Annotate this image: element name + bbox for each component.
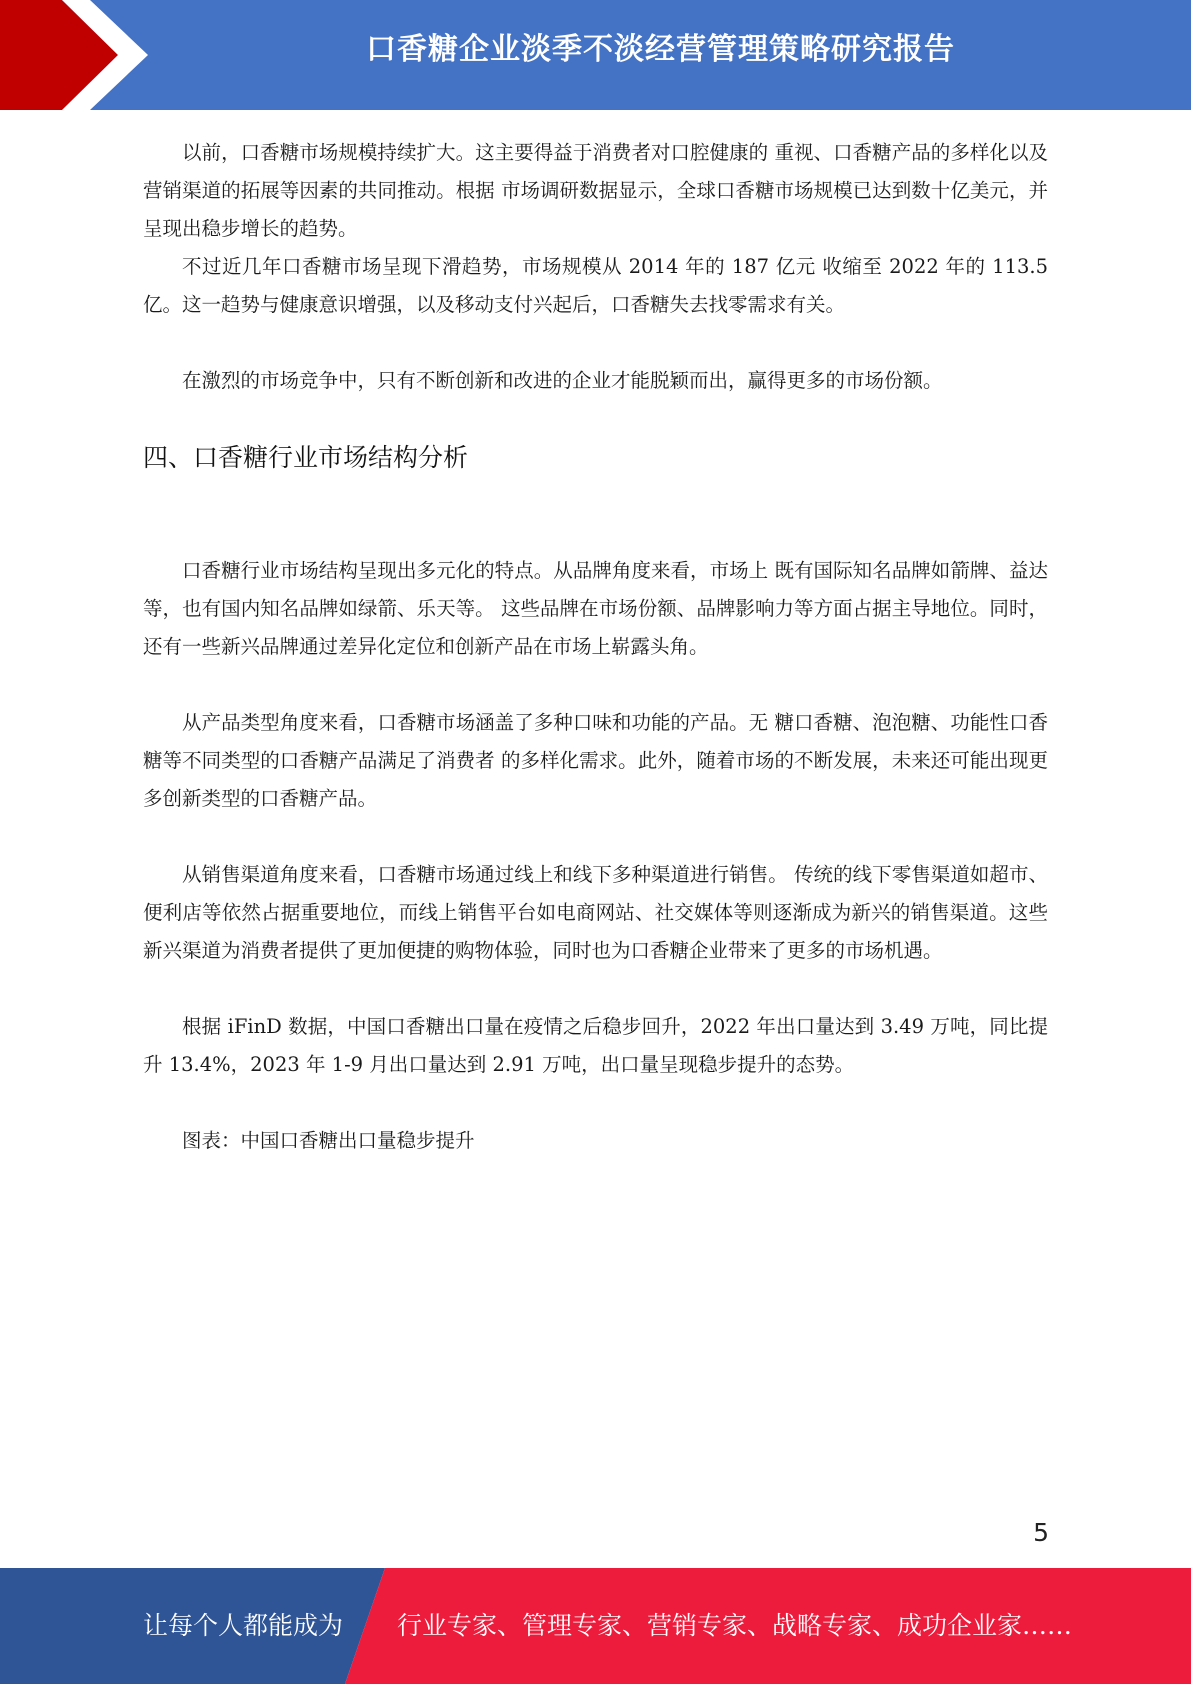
paragraph-export-data: 根据 iFinD 数据，中国口香糖出口量在疫情之后稳步回升，2022 年出口量达到 3.49 万吨，同比提升 13.4%，2023 年 1-9 月出口量达到 2.91 万吨，出口量呈现稳步提升的态势。 <box>143 1015 1048 1076</box>
footer-slogan-left: 让每个人都能成为 <box>143 1611 344 1640</box>
paragraph-product-types: 从产品类型角度来看，口香糖市场涵盖了多种口味和功能的产品。无 糖口香糖、泡泡糖、功能性口香糖等不同类型的口香糖产品满足了消费者 的多样化需求。此外，随着市场的不断发展，未来还可能出现更多创新类型的口香糖产品。 <box>143 711 1048 810</box>
document-title: 口香糖企业淡季不淡经营管理策略研究报告 <box>366 32 955 67</box>
paragraph-sales-channels: 从销售渠道角度来看，口香糖市场通过线上和线下多种渠道进行销售。 传统的线下零售渠道如超市、便利店等依然占据重要地位，而线上销售平台如电商网站、社交媒体等则逐渐成为新兴的销售渠道。这些新兴渠道为消费者提供了更加便捷的购物体验，同时也为口香糖企业带来了更多的市场机遇。 <box>143 863 1048 962</box>
paragraph-market-decline: 不过近几年口香糖市场呈现下滑趋势，市场规模从 2014 年的 187 亿元 收缩至 2022 年的 113.5 亿。这一趋势与健康意识增强，以及移动支付兴起后，口香糖失去找零需求有关。 <box>143 255 1048 316</box>
paragraph-brand-structure: 口香糖行业市场结构呈现出多元化的特点。从品牌角度来看，市场上 既有国际知名品牌如箭牌、益达等，也有国内知名品牌如绿箭、乐天等。 这些品牌在市场份额、品牌影响力等方面占据主导地位。同时，还有一些新兴品牌通过差异化定位和创新产品在市场上崭露头角。 <box>143 559 1048 658</box>
footer-slogan-right: 行业专家、管理专家、营销专家、战略专家、成功企业家…… <box>397 1611 1073 1640</box>
paragraph-competition: 在激烈的市场竞争中，只有不断创新和改进的企业才能脱颖而出，赢得更多的市场份额。 <box>182 369 943 392</box>
page-footer <box>0 1568 1191 1684</box>
page-header <box>0 0 1191 110</box>
page-number: 5 <box>1033 1518 1049 1547</box>
document-body <box>143 134 1048 1160</box>
paragraph-market-growth: 以前，口香糖市场规模持续扩大。这主要得益于消费者对口腔健康的 重视、口香糖产品的多样化以及营销渠道的拓展等因素的共同推动。根据 市场调研数据显示，全球口香糖市场规模已达到数十亿美元，并呈现出稳步增长的趋势。 <box>143 141 1048 240</box>
section-heading: 四、口香糖行业市场结构分析 <box>143 443 469 472</box>
figure-caption: 图表：中国口香糖出口量稳步提升 <box>182 1129 475 1152</box>
header-chevron-decoration <box>0 0 160 110</box>
